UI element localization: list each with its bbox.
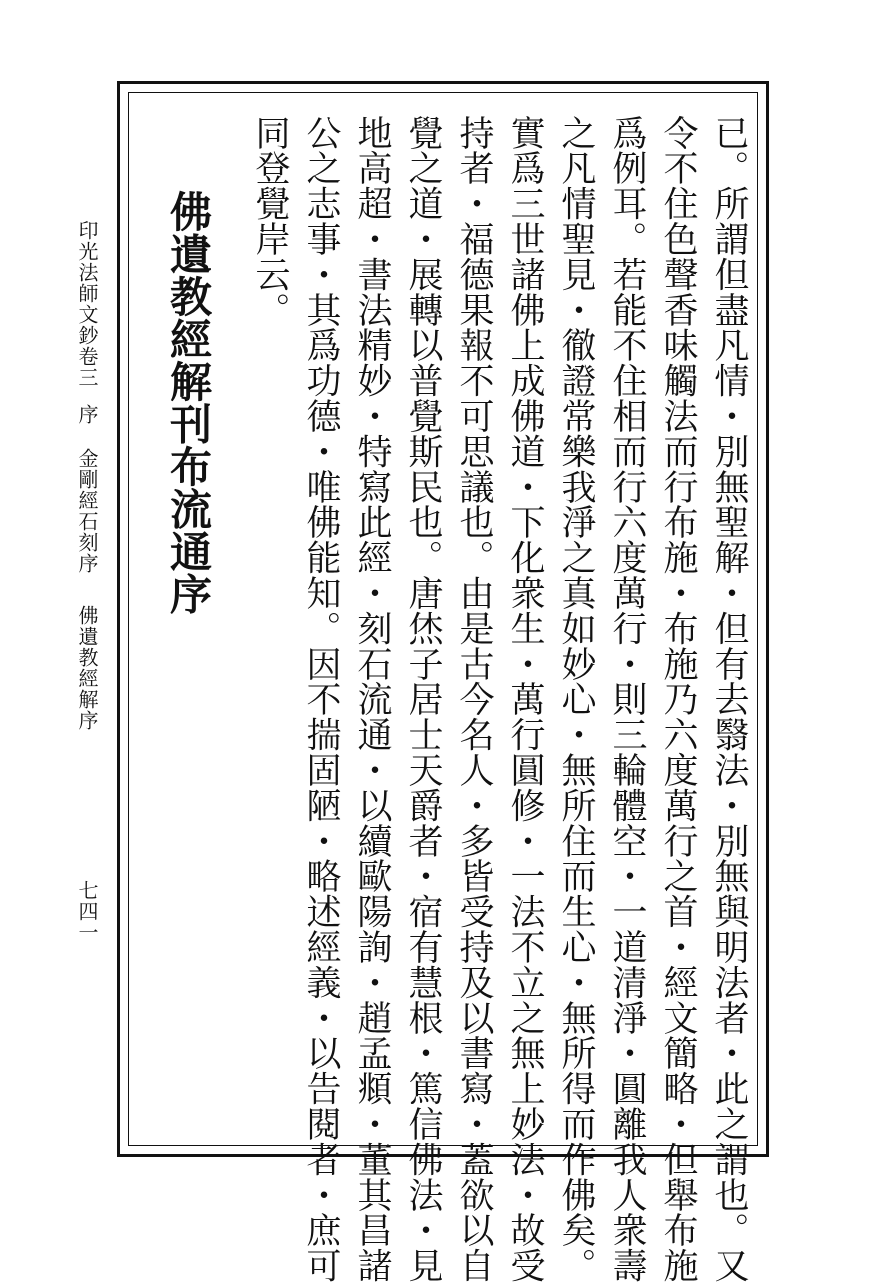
running-header-chapter-1: 金剛經石刻序: [75, 448, 99, 574]
body-column-8: 地高超・書法精妙・特寫此經・刻石流通・以續歐陽詢・趙孟頫・董其昌諸: [352, 115, 392, 1283]
running-header-section: 序: [75, 404, 99, 425]
running-header-chapter-2: 佛遺教經解序: [75, 605, 99, 731]
body-column-5: 實爲三世諸佛上成佛道・下化衆生・萬行圓修・一法不立之無上妙法・故受: [505, 115, 545, 1283]
body-column-6: 持者・福德果報不可思議也。由是古今名人・多皆受持及以書寫・蓋欲以自: [454, 115, 494, 1283]
running-header-book-title: 印光法師文鈔卷三: [75, 220, 99, 388]
body-column-4: 之凡情聖見・徹證常樂我淨之真如妙心・無所住而生心・無所得而作佛矣。: [556, 115, 596, 1283]
body-column-9: 公之志事・其爲功德・唯佛能知。因不揣固陋・略述經義・以告閱者・庶可: [301, 115, 341, 1283]
body-column-7: 覺之道・展轉以普覺斯民也。唐烋子居士天爵者・宿有慧根・篤信佛法・見: [403, 115, 443, 1283]
body-column-1: 已。所謂但盡凡情・別無聖解・但有去翳法・別無與明法者・此之謂也。又: [709, 115, 749, 1283]
body-column-10: 同登覺岸云。: [250, 115, 290, 328]
section-title: 佛遺教經解刊布流通序: [164, 190, 213, 615]
body-column-3: 爲例耳。若能不住相而行六度萬行・則三輪體空・一道清淨・圓離我人衆壽: [607, 115, 647, 1283]
body-column-2: 令不住色聲香味觸法而行布施・布施乃六度萬行之首・經文簡略・但舉布施: [658, 115, 698, 1283]
page-number: 七四一: [75, 880, 99, 943]
